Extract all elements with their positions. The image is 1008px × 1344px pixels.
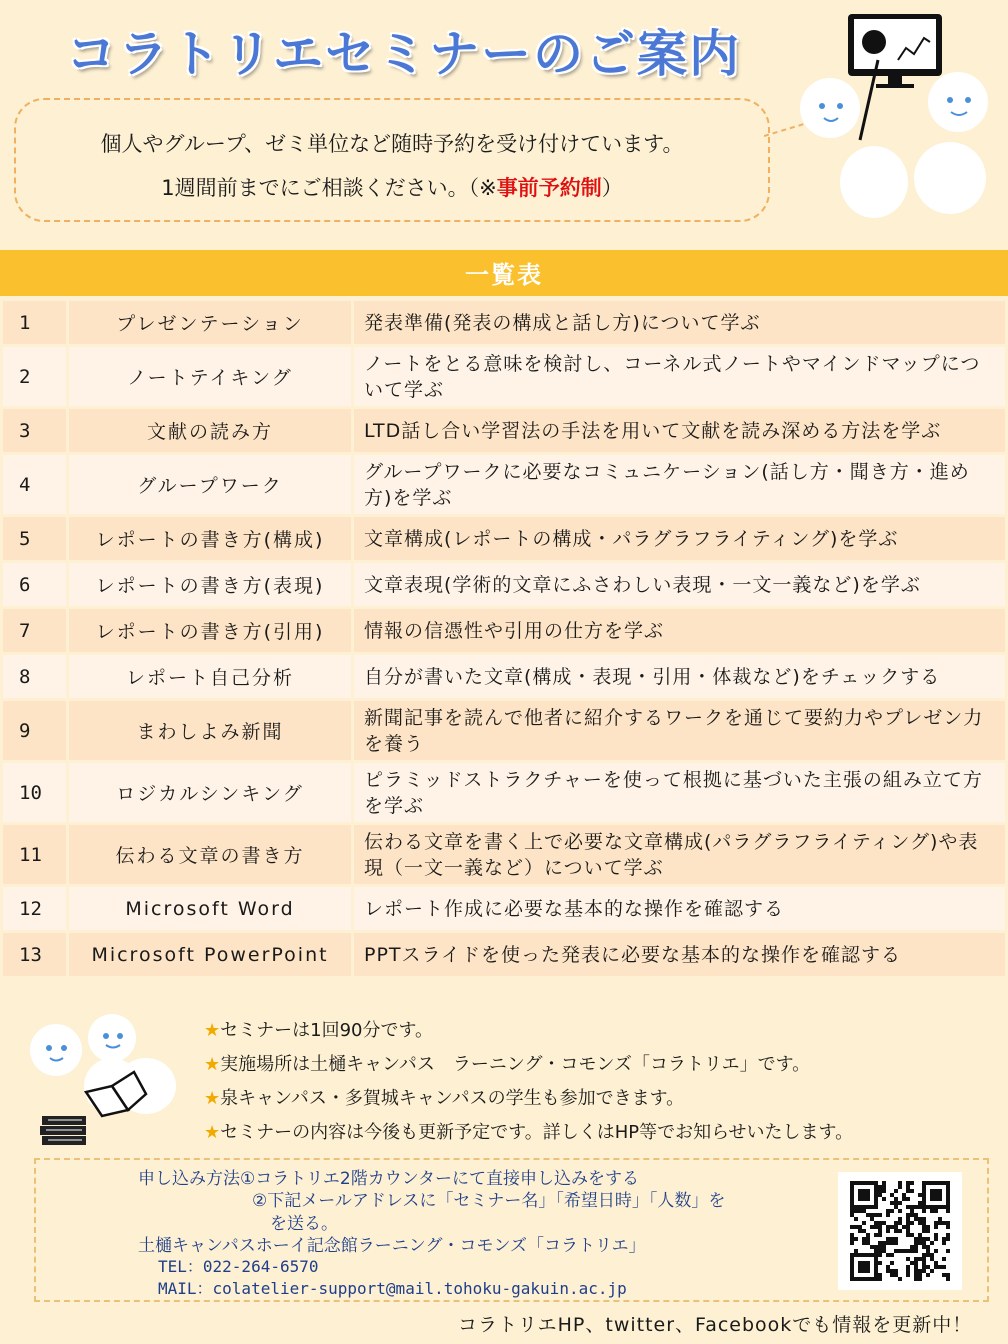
apply-method-1: 申し込み方法①コラトリエ2階カウンターにて直接申し込みをする: [138, 1169, 640, 1189]
table-row: [2, 408, 1007, 454]
seminar-description: PPTスライドを使った発表に必要な基本的な操作を確認する: [353, 932, 1007, 978]
seminar-number: 2: [2, 346, 68, 408]
presenter-illustration: [790, 10, 1000, 220]
seminar-description: ノートをとる意味を検討し、コーネル式ノートやマインドマップについて学ぶ: [353, 346, 1007, 408]
table-row: [2, 300, 1007, 346]
seminar-description: LTD話し合い学習法の手法を用いて文献を読み深める方法を学ぶ: [353, 408, 1007, 454]
seminar-name: 文献の読み方: [68, 408, 353, 454]
table-row: [2, 346, 1007, 408]
table-row: [2, 516, 1007, 562]
table-title: 一覧表: [0, 250, 1008, 296]
note-text: 実施場所は土樋キャンパス ラーニング・コモンズ「コラトリエ」です。: [220, 1054, 811, 1075]
seminar-description: 情報の信憑性や引用の仕方を学ぶ: [353, 608, 1007, 654]
seminar-name: レポートの書き方(表現): [68, 562, 353, 608]
seminar-number: 11: [2, 824, 68, 886]
seminar-table: [0, 298, 1008, 979]
advance-reservation-label: 事前予約制: [496, 176, 602, 200]
star-icon: ★: [204, 1020, 221, 1041]
table-row: [2, 654, 1007, 700]
seminar-description: 伝わる文章を書く上で必要な文章構成(パラグラフライティング)や表現（一文一義など）について学ぶ: [353, 824, 1007, 886]
footer-note: コラトリエHP、twitter、Facebookでも情報を更新中！: [458, 1314, 973, 1336]
seminar-number: 13: [2, 932, 68, 978]
seminar-description: ピラミッドストラクチャーを使って根拠に基づいた主張の組み立て方を学ぶ: [353, 762, 1007, 824]
seminar-name: レポート自己分析: [68, 654, 353, 700]
seminar-number: 5: [2, 516, 68, 562]
seminar-name: まわしよみ新聞: [68, 700, 353, 762]
apply-place: 土樋キャンパスホーイ記念館ラーニング・コモンズ「コラトリエ」: [138, 1236, 646, 1256]
notes-list: [204, 1014, 853, 1150]
note-item: [204, 1116, 853, 1150]
intro-line-2-prefix: 1週間前までにご相談ください。（※: [161, 176, 497, 200]
seminar-description: グループワークに必要なコミュニケーション(話し方・聞き方・進め方)を学ぶ: [353, 454, 1007, 516]
note-text: 泉キャンパス・多賀城キャンパスの学生も参加できます。: [220, 1088, 685, 1109]
seminar-name: レポートの書き方(引用): [68, 608, 353, 654]
table-row: [2, 932, 1007, 978]
table-row: [2, 886, 1007, 932]
seminar-description: レポート作成に必要な基本的な操作を確認する: [353, 886, 1007, 932]
note-item: [204, 1048, 853, 1082]
page-title: コラトリエセミナーのご案内: [66, 25, 741, 83]
note-item: [204, 1082, 853, 1116]
table-row: [2, 454, 1007, 516]
seminar-number: 4: [2, 454, 68, 516]
seminar-number: 10: [2, 762, 68, 824]
seminar-number: 9: [2, 700, 68, 762]
table-row: [2, 762, 1007, 824]
seminar-name: ロジカルシンキング: [68, 762, 353, 824]
apply-method-2: ②下記メールアドレスに「セミナー名」「希望日時」「人数」を: [252, 1191, 726, 1211]
reading-illustration: [26, 1012, 186, 1152]
seminar-name: レポートの書き方(構成): [68, 516, 353, 562]
apply-tel: TEL：022-264-6570: [158, 1257, 319, 1276]
table-row: [2, 562, 1007, 608]
seminar-description: 文章表現(学術的文章にふさわしい表現・一文一義など)を学ぶ: [353, 562, 1007, 608]
star-icon: ★: [204, 1122, 221, 1143]
seminar-name: 伝わる文章の書き方: [68, 824, 353, 886]
table-row: [2, 700, 1007, 762]
seminar-number: 8: [2, 654, 68, 700]
intro-line-2: [16, 166, 768, 210]
seminar-name: グループワーク: [68, 454, 353, 516]
qr-code[interactable]: [838, 1172, 962, 1290]
apply-mail-link[interactable]: MAIL：colatelier-support@mail.tohoku-gakuin.ac.jp: [158, 1279, 627, 1298]
table-row: [2, 824, 1007, 886]
seminar-number: 7: [2, 608, 68, 654]
note-item: [204, 1014, 853, 1048]
seminar-number: 3: [2, 408, 68, 454]
seminar-name: プレゼンテーション: [68, 300, 353, 346]
intro-line-2-suffix: ）: [601, 176, 623, 200]
seminar-name: Microsoft PowerPoint: [68, 932, 353, 978]
intro-bubble: [14, 98, 770, 222]
table-row: [2, 608, 1007, 654]
star-icon: ★: [204, 1088, 221, 1109]
note-text: セミナーは1回90分です。: [220, 1020, 434, 1041]
bubble-tail: [764, 118, 808, 138]
seminar-name: ノートテイキング: [68, 346, 353, 408]
seminar-number: 1: [2, 300, 68, 346]
seminar-description: 自分が書いた文章(構成・表現・引用・体裁など)をチェックする: [353, 654, 1007, 700]
seminar-description: 文章構成(レポートの構成・パラグラフライティング)を学ぶ: [353, 516, 1007, 562]
seminar-number: 6: [2, 562, 68, 608]
seminar-description: 発表準備(発表の構成と話し方)について学ぶ: [353, 300, 1007, 346]
seminar-number: 12: [2, 886, 68, 932]
seminar-description: 新聞記事を読んで他者に紹介するワークを通じて要約力やプレゼン力を養う: [353, 700, 1007, 762]
seminar-name: Microsoft Word: [68, 886, 353, 932]
intro-line-1: 個人やグループ、ゼミ単位など随時予約を受け付けています。: [100, 132, 684, 156]
note-text: セミナーの内容は今後も更新予定です。詳しくはHP等でお知らせいたします。: [220, 1122, 854, 1143]
apply-method-2-cont: を送る。: [270, 1214, 338, 1234]
star-icon: ★: [204, 1054, 221, 1075]
